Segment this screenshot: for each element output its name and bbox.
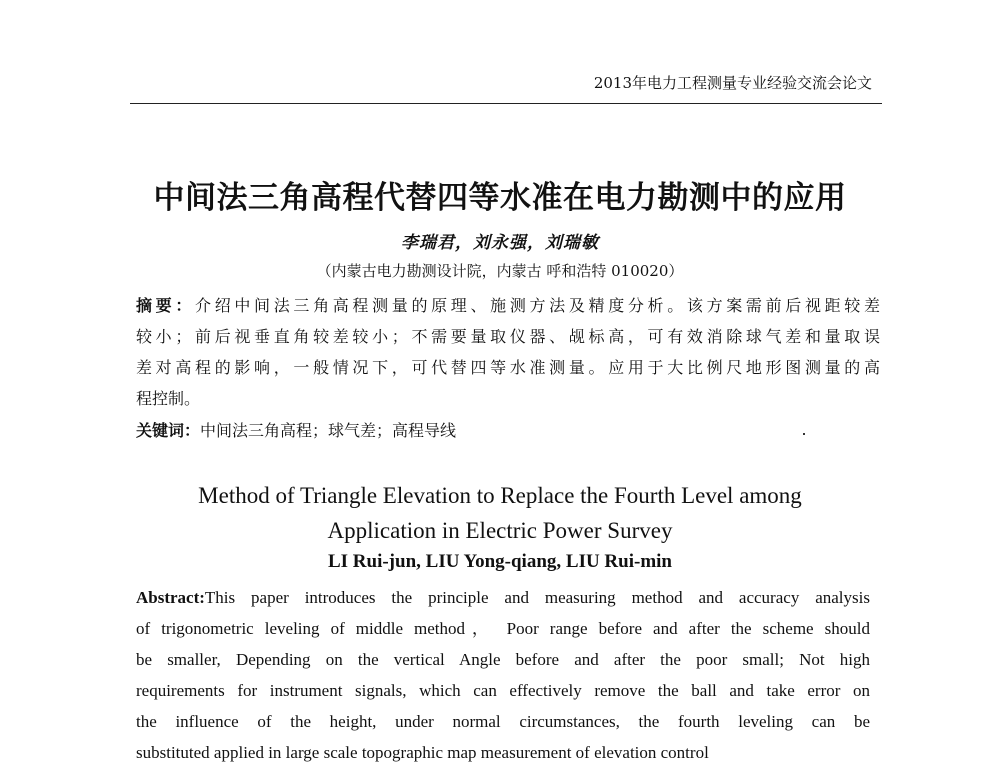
authors-cn: 李瑞君，刘永强，刘瑞敏 [401,233,599,253]
authors-en: LI Rui-jun, LIU Yong-qiang, LIU Rui-min [327,551,673,572]
abstract-line: of trigonometric leveling of middle method， Poor range before and after the scheme should [136,619,870,638]
paper-title-cn: 中间法三角高程代替四等水准在电力勘测中的应用 [153,180,847,216]
abstract-line: the influence of the height, under normal circumstances, the fourth leveling can be [136,712,870,731]
abstract-line: 差对高程的影响，一般情况下，可代替四等水准测量。应用于大比例尺地形图测量的高 [136,358,880,377]
abstract-line: 程控制。 [136,389,201,408]
abstract-label-cn: 摘要： [136,296,196,315]
affiliation-cn: （内蒙古电力勘测设计院，内蒙古 呼和浩特 010020） [316,262,684,280]
keywords-label: 关键词： [136,421,201,440]
abstract-line: substituted applied in large scale topographic map measurement of elevation control [136,743,709,762]
abstract-en [136,582,870,768]
title-line: Application in Electric Power Survey [327,518,673,543]
header-rule [130,103,882,104]
abstract-line: Abstract:This paper introduces the principle and measuring method and accuracy analysis [136,588,870,607]
abstract-line: 摘要：介绍中间法三角高程测量的原理、施测方法及精度分析。该方案需前后视距较差 [136,296,880,315]
title-line: Method of Triangle Elevation to Replace the Fourth Level among [198,483,802,508]
keywords-cn [136,418,456,441]
paper-title-en [0,478,1000,548]
abstract-cn [136,290,880,414]
abstract-line: 较小；前后视垂直角较差较小；不需要量取仪器、觇标高，可有效消除球气差和量取误 [136,327,880,346]
scan-speck [803,433,805,435]
keywords-text: 中间法三角高程；球气差；高程导线 [200,421,457,440]
abstract-label-en: Abstract: [136,588,205,607]
abstract-line: requirements for instrument signals, which can effectively remove the ball and take error on [136,681,870,700]
abstract-line: be smaller, Depending on the vertical Angle before and after the poor small; Not high [136,650,870,669]
running-header: 2013年电力工程测量专业经验交流会论文 [593,74,872,92]
